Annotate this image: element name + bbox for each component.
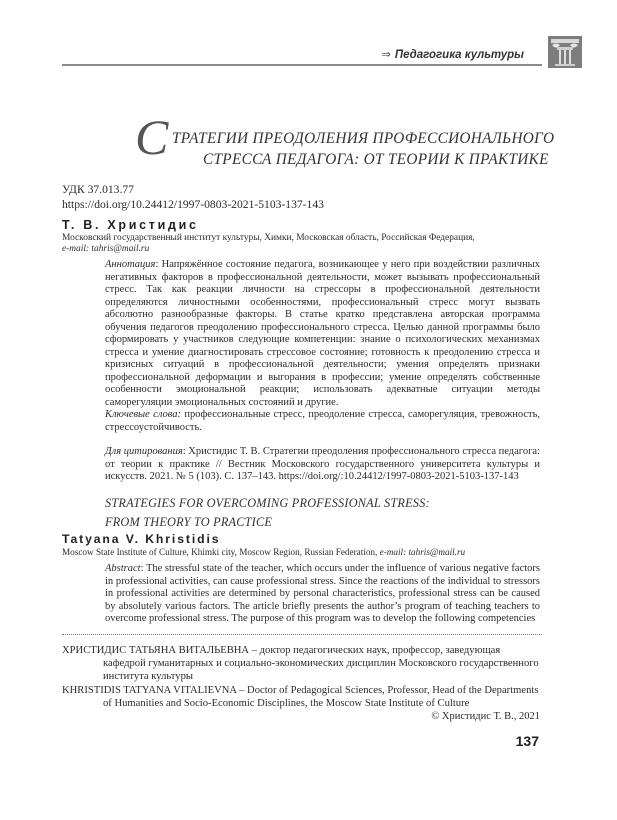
udk-code: УДК 37.013.77 — [62, 183, 134, 196]
doi-link[interactable]: https://doi.org/10.24412/1997-0803-2021-5103-137-143 — [62, 198, 324, 211]
keywords-ru — [105, 409, 540, 434]
copyright-notice: © Христидис Т. В., 2021 — [431, 711, 540, 722]
citation-ru — [105, 446, 540, 484]
title-line-2: СТРЕССА ПЕДАГОГА: ОТ ТЕОРИИ К ПРАКТИКЕ — [203, 151, 549, 168]
dotted-separator — [62, 634, 542, 635]
title-en-line-2: FROM THEORY TO PRACTICE — [105, 515, 273, 529]
keywords-text-ru: профессиональные стресс, преодоление стресса, саморегуляция, тревожность, стрессоустойчивость. — [105, 409, 540, 433]
citation-text-ru: : Христидис Т. В. Стратегии преодоления профессионального стресса педагога: от теории к практике // Вестник Московского государственного университета культуры и искусств. 2021. № 5 (103). С. 137–143. https://doi.org/:10.24412/1997-0803-2021-5103-137-143 — [105, 446, 540, 482]
abstract-ru — [105, 259, 540, 409]
article-title-en — [105, 494, 545, 532]
keywords-label-ru: Ключевые слова: — [105, 409, 182, 420]
abstract-label-ru: Аннотация — [105, 259, 156, 270]
author-email-en[interactable]: e-mail: tahris@mail.ru — [379, 547, 466, 557]
running-header — [381, 47, 524, 61]
author-affiliation-ru — [62, 233, 540, 255]
page-number: 137 — [515, 733, 539, 749]
title-drop-cap: С — [135, 109, 169, 165]
author-name-en: Tatyana V. Khristidis — [62, 532, 221, 546]
affiliation-text-en: Moscow State Institute of Culture, Khimki city, Moscow Region, Russian Federation, — [62, 547, 380, 557]
header-rule — [62, 64, 542, 66]
author-email-ru[interactable]: e-mail: tahris@mail.ru — [62, 244, 150, 254]
arrow-icon: ⇒ — [381, 49, 391, 61]
author-bio-en: KHRISTIDIS TATYANA VITALIEVNA – Doctor of Pedagogical Sciences, Professor, Head of the Departments of Humanities and Socio-Economic Disciplines, the Moscow State Institute of Culture — [62, 685, 539, 709]
udk-doi-block — [62, 182, 540, 212]
abstract-label-en: Abstract — [105, 563, 141, 574]
title-en-line-1: STRATEGIES FOR OVERCOMING PROFESSIONAL STRESS: — [105, 496, 430, 510]
affiliation-text: Московский государственный институт культуры, Химки, Московская область, Российская Федерация, — [62, 233, 475, 243]
column-capital-icon — [548, 36, 582, 68]
abstract-text-ru: : Напряжённое состояние педагога, возникающее у него при воздействии различных негативных факторов в профессиональной деятельности, может вызывать профессиональный стресс. Так как реакции личности на стрессоры в профессиональной деятельности определяются личностными особенностями, профессиональный стресс могут вызвать абсолютно разнообразные факторы. В статье кратко представлена авторская программа обучения педагогов преодолению профессионального стресса. Целью данной программы было сформировать у участников следующие компетенции: знание о психологических механизмах стресса и умение диагностировать стрессовое состояние; готовность к преодолению стресса и кризисных ситуаций в профессиональной деятельности; умения определять признаки профессиональной деформации и выгорания в профессии; умение определять собственные особенности эмоциональной реакции; использовать адекватные ситуации методы саморегуляции эмоциональных состояний и другие. — [105, 259, 540, 408]
author-name-ru: Т. В. Христидис — [62, 218, 199, 232]
abstract-en — [105, 563, 540, 626]
author-bio-ru: ХРИСТИДИС ТАТЬЯНА ВИТАЛЬЕВНА – доктор педагогических наук, профессор, заведующая кафедрой гуманитарных и социально-экономических дисциплин Московского государственного института культуры — [62, 645, 539, 682]
abstract-text-en: : The stressful state of the teacher, which occurs under the influence of various negative factors in professional activities, can cause professional stress. Since the reactions of the individual to stressors in professional activities are determined by personal characteristics, professional stress can be caused by absolutely various factors. The article briefly presents the author’s program of teaching teachers to overcome professional stress. The purpose of this program was to develop the following competencies — [105, 563, 540, 624]
section-name: Педагогика культуры — [394, 49, 524, 61]
author-affiliation-en — [62, 547, 540, 558]
citation-label-ru: Для цитирования — [105, 446, 183, 457]
title-line-1: ТРАТЕГИИ ПРЕОДОЛЕНИЯ ПРОФЕССИОНАЛЬНОГО — [172, 130, 555, 147]
